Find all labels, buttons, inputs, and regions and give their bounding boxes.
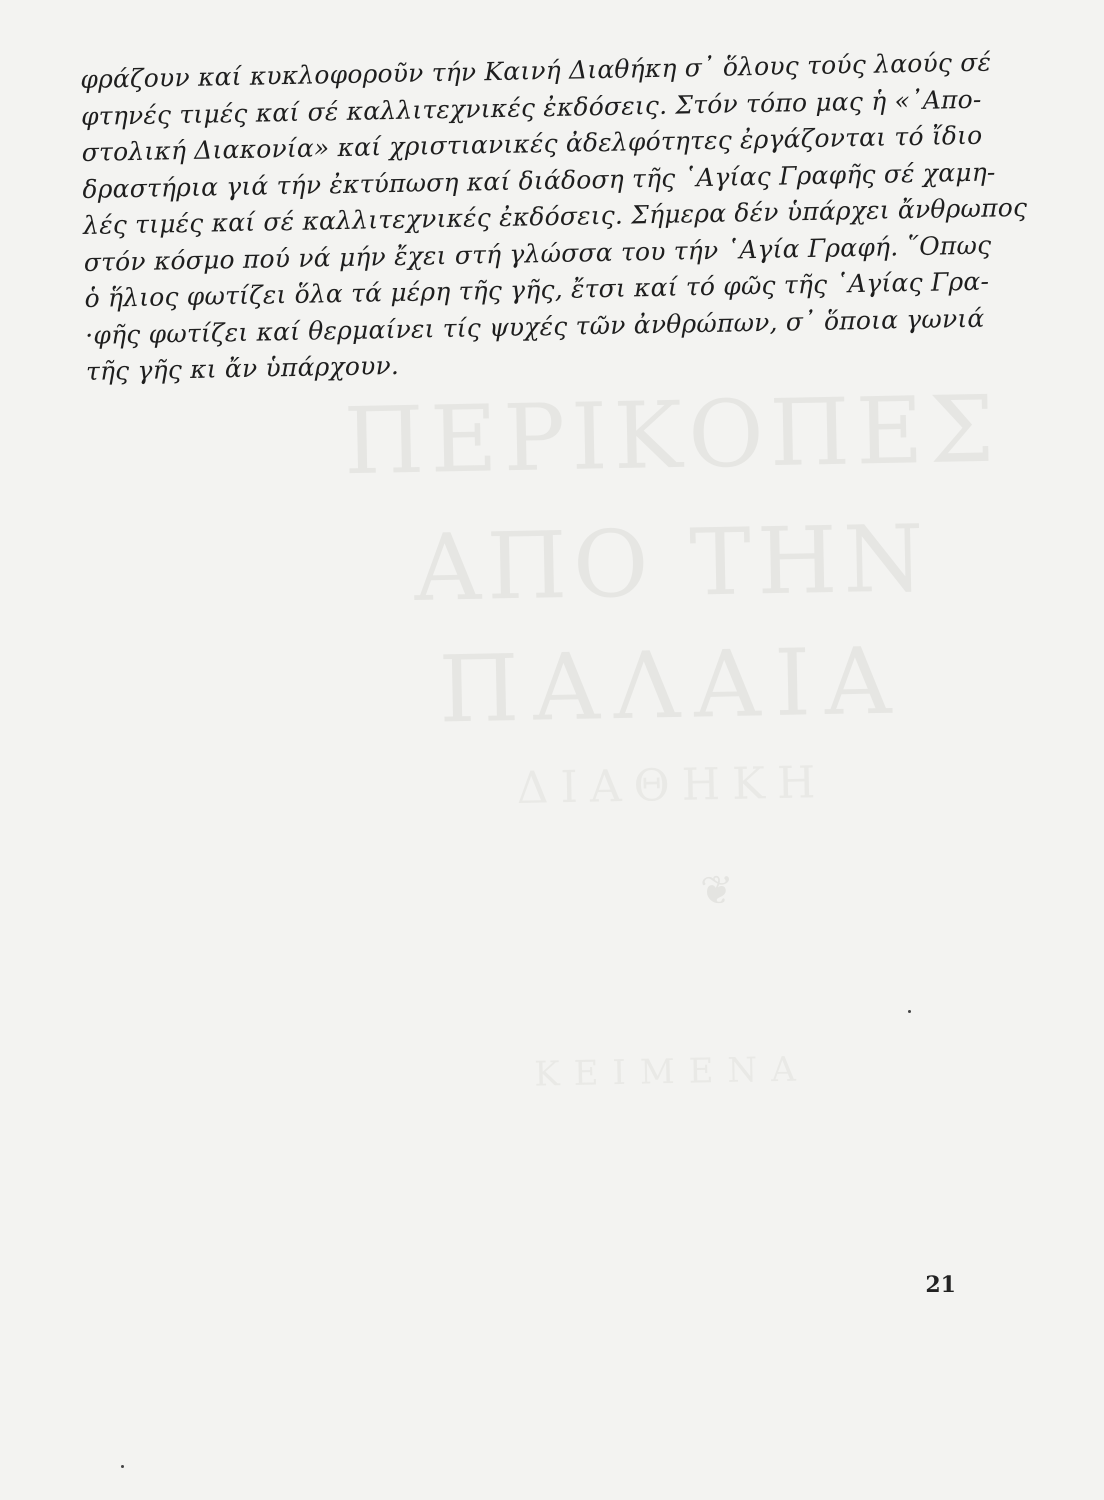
- text-line: ·φῆς φωτίζει καί θερμαίνει τίς ψυχές τῶν ἀνθρώπων, σ᾽ ὅποια γωνιά: [84, 303, 985, 350]
- text-line: στολική Διακονία» καί χριστιανικές ἀδελφότητες ἐργάζονται τό ἴδιο: [81, 120, 983, 167]
- body-paragraph: [80, 45, 1028, 390]
- bleed-through-text: ΚΕΙΜΕΝΑ: [533, 1049, 811, 1095]
- bleed-through-text: ΑΠΟ ΤΗΝ: [413, 505, 931, 622]
- text-line: ὁ ἥλιος φωτίζει ὅλα τά μέρη τῆς γῆς, ἔτσι καί τό φῶς τῆς ῾Αγίας Γρα-: [84, 266, 990, 313]
- text-line: δραστήρια γιά τήν ἐκτύπωση καί διάδοση τῆς ῾Αγίας Γραφῆς σέ χαμη-: [82, 156, 996, 204]
- page-number: 21: [925, 1272, 956, 1298]
- text-line: φτηνές τιμές καί σέ καλλιτεχνικές ἐκδόσεις. Στόν τόπο μας ἡ «᾽Απο-: [80, 84, 982, 131]
- text-line: τῆς γῆς κι ἄν ὑπάρχουν.: [85, 350, 400, 386]
- fleuron-icon: ❦: [700, 868, 734, 914]
- ink-speck: [908, 1010, 911, 1013]
- ink-speck: [121, 1465, 124, 1468]
- text-line: φράζουν καί κυκλοφοροῦν τήν Καινή Διαθήκη σ᾽ ὅλους τούς λαούς σέ: [80, 47, 992, 94]
- bleed-through-text: ΠΕΡΙΚΟΠΕΣ: [342, 375, 1002, 496]
- bleed-through-text: ΔΙΑΘΗΚΗ: [516, 757, 828, 814]
- text-line: λές τιμές καί σέ καλλιτεχνικές ἐκδόσεις. Σήμερα δέν ὑπάρχει ἄνθρωπος: [82, 192, 1028, 240]
- bleed-through-text: ΠΑΛΑΙΑ: [437, 627, 907, 744]
- text-line: στόν κόσμο πού νά μήν ἔχει στή γλώσσα του τήν ῾Αγία Γραφή. ῞Οπως: [83, 230, 992, 277]
